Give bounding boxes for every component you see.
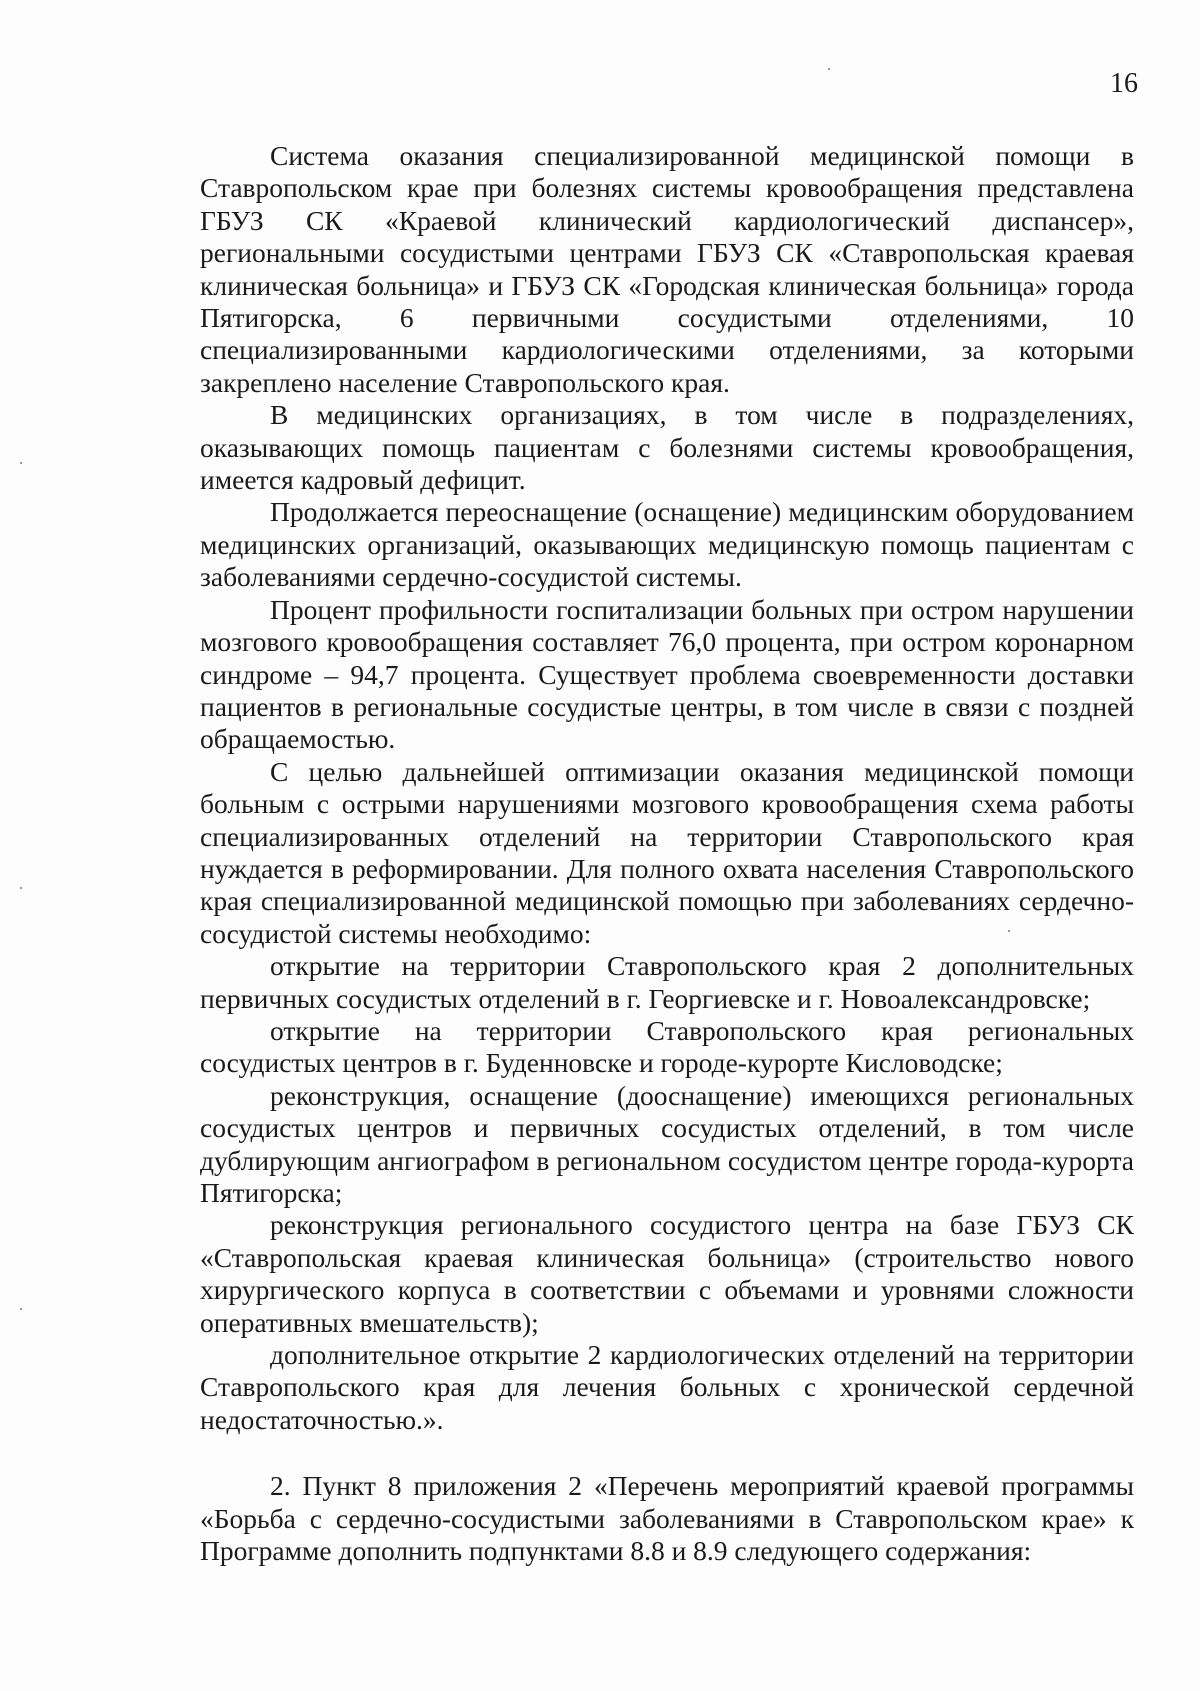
list-item-regional-center-reconstruction: реконструкция регионального сосудистого центра на базе ГБУЗ СК «Ставропольская краевая клиническая больница» (строительство нового хирургического корпуса в соответствии с объемами и уровнями сложности оперативных вмешательств);: [200, 1209, 1134, 1338]
list-item-reconstruction: реконструкция, оснащение (дооснащение) имеющихся региональных сосудистых центров и первичных сосудистых отделений, в том числе дублирующим ангиографом в региональном сосудистом центре города-курорта Пятигорска;: [200, 1079, 1134, 1208]
scan-speck: [20, 462, 22, 464]
scan-speck: [828, 68, 830, 70]
list-item-primary-departments: открытие на территории Ставропольского края 2 дополнительных первичных сосудистых отделений в г. Георгиевске и г. Новоалександровске;: [200, 950, 1134, 1014]
paragraph-system-description: Система оказания специализированной медицинской помощи в Ставропольском крае при болезнях системы кровообращения представлена ГБУЗ СК «Краевой клинический кардиологический диспансер», региональными сосудистыми центрами ГБУЗ СК «Ставропольская краевая клиническая больница» и ГБУЗ СК «Городская клиническая больница» города Пятигорска, 6 первичными сосудистыми отделениями, 10 специализированными кардиологическими отделениями, за которыми закреплено население Ставропольского края.: [200, 140, 1134, 398]
paragraph-reequipment: Продолжается переоснащение (оснащение) медицинским оборудованием медицинских организаций, оказывающих медицинскую помощь пациентам с заболеваниями сердечно-сосудистой системы.: [200, 496, 1134, 593]
paragraph-optimization: С целью дальнейшей оптимизации оказания медицинской помощи больным с острыми нарушениями мозгового кровообращения схема работы специализированных отделений на территории Ставропольского края нуждается в реформировании. Для полного охвата населения Ставропольского края специализированной медицинской помощью при заболеваниях сердечно-сосудистой системы необходимо:: [200, 755, 1134, 949]
list-item-regional-centers: открытие на территории Ставропольского края региональных сосудистых центров в г. Буденновске и городе-курорте Кисловодске;: [200, 1014, 1134, 1079]
scan-speck: [1008, 930, 1010, 932]
scan-speck: [20, 1308, 22, 1310]
paragraph-staff-deficit: В медицинских организациях, в том числе в подразделениях, оказывающих помощь пациентам с болезнями системы кровообращения, имеется кадровый дефицит.: [200, 399, 1134, 496]
list-item-cardiology-departments: дополнительное открытие 2 кардиологических отделений на территории Ставропольского края для лечения больных с хронической сердечной недостаточностью.».: [200, 1339, 1134, 1435]
scan-speck: [20, 887, 22, 889]
paragraph-amendment: 2. Пункт 8 приложения 2 «Перечень мероприятий краевой программы «Борьба с сердечно-сосудистыми заболеваниями в Ставропольском крае» к Программе дополнить подпунктами 8.8 и 8.9 следующего содержания:: [200, 1470, 1134, 1567]
paragraph-hospitalization-rate: Процент профильности госпитализации больных при остром нарушении мозгового кровообращения составляет 76,0 процента, при остром коронарном синдроме – 94,7 процента. Существует проблема своевременности доставки пациентов в региональные сосудистые центры, в том числе в связи с поздней обращаемостью.: [200, 593, 1134, 755]
page-number: 16: [1110, 68, 1138, 99]
document-body: [200, 140, 1134, 1567]
